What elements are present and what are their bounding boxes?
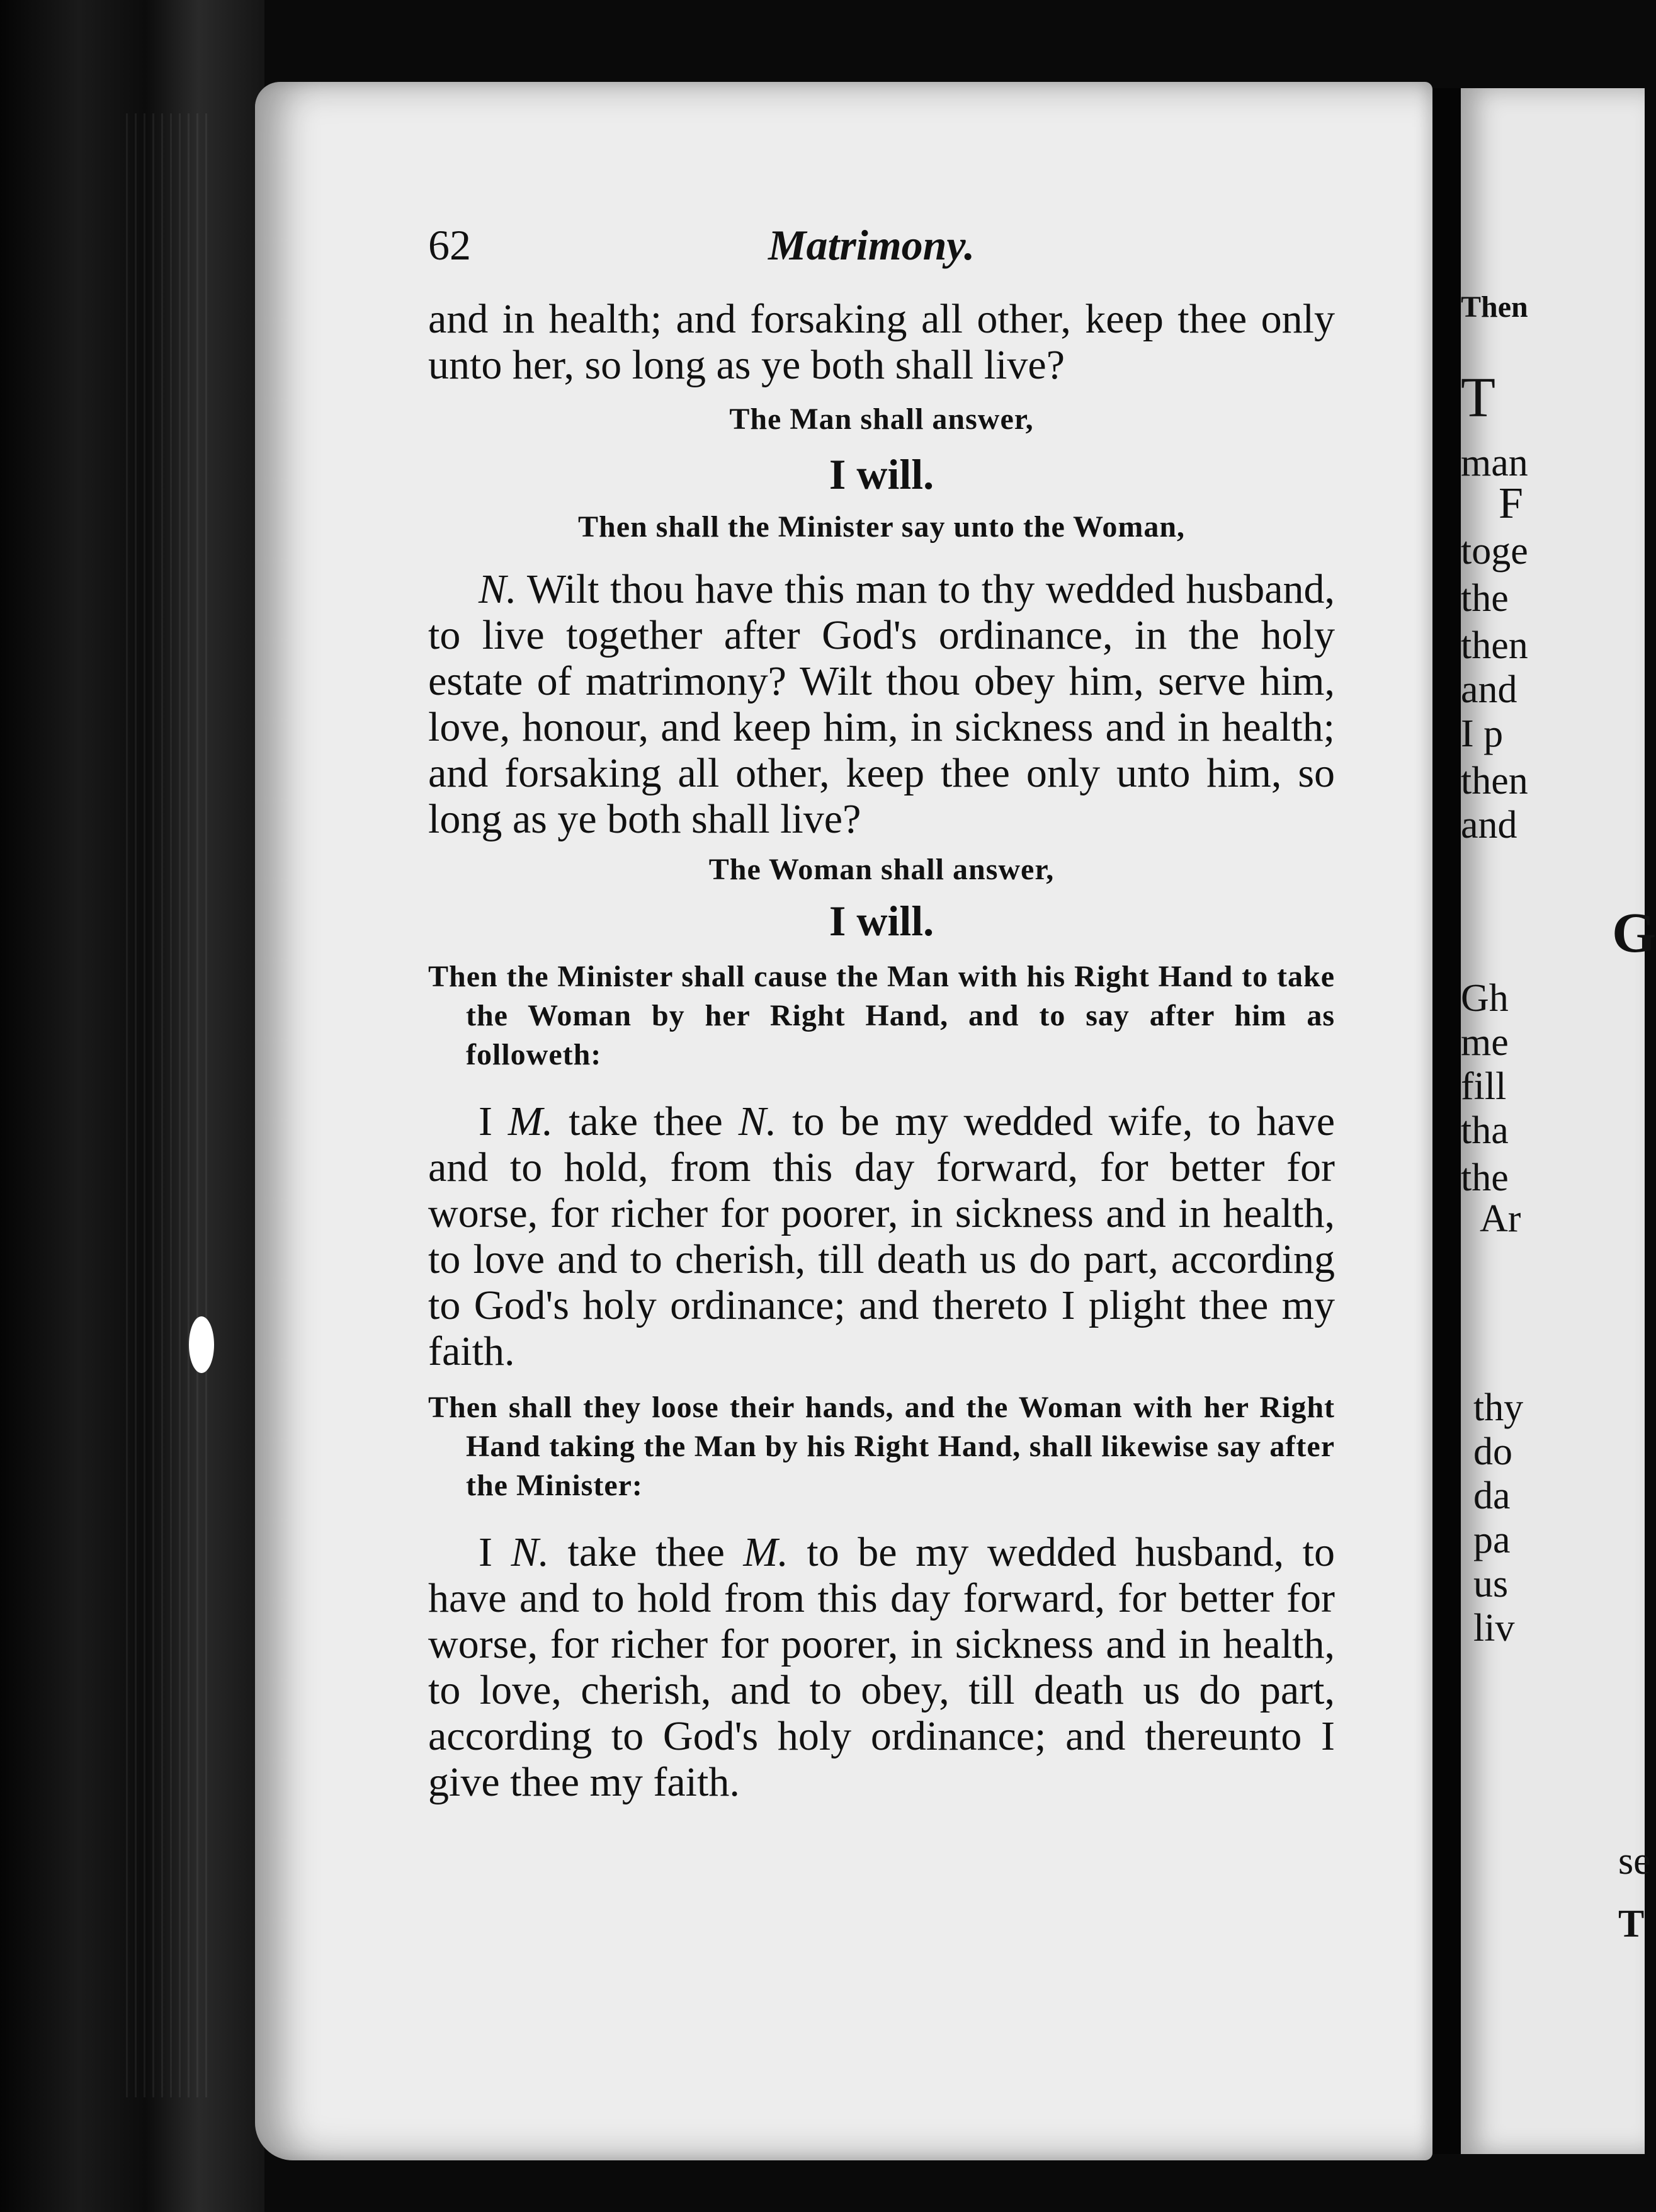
rubric: The Woman shall answer,: [708, 853, 1055, 886]
right-fragment: F: [1499, 479, 1523, 528]
paper-blemish: [189, 1316, 214, 1373]
right-fragment: T: [1461, 367, 1495, 429]
paragraph-text: Wilt thou have this man to thy wedded husband, to live together after God's ordinance, in the holy estate of matrimony? Wilt thou obey him, serve him, love, honour, and keep him, in sickness and in health; and forsaking all other, keep thee only unto him, so long as ye both shall live?: [428, 566, 1335, 842]
paragraph-text: I: [479, 1529, 511, 1575]
page-number: 62: [428, 221, 471, 269]
name-placeholder: N.: [511, 1529, 550, 1575]
rubric: Then shall they loose their hands, and the Woman with her Right Hand taking the Man by his Right Hand, shall likewise say after the Minister:: [428, 1391, 1335, 1502]
right-fragment: I p: [1461, 712, 1504, 755]
right-fragment: the: [1461, 577, 1509, 620]
right-page: [1461, 88, 1656, 2154]
right-fragment: then: [1461, 624, 1528, 667]
right-fragment: thy: [1473, 1386, 1524, 1429]
name-placeholder: M.: [743, 1529, 788, 1575]
response: I will.: [829, 897, 934, 945]
right-fragment: Gh: [1461, 977, 1509, 1020]
paragraph-text: to be my wedded husband, to have and to hold from this day forward, for better for worse, for richer for poorer, in sickness and in health, to love, cherish, and to obey, till death us do part, according to God's holy ordinance; and thereunto I give thee my faith.: [428, 1529, 1335, 1805]
right-fragment: us: [1473, 1563, 1509, 1605]
right-fragment: toge: [1461, 530, 1528, 573]
paragraph-text: to be my wedded wife, to have and to hold, from this day forward, for better for worse, for richer for poorer, in sickness and in health, to love and to cherish, till death us do part, according to God's holy ordinance; and thereto I plight thee my faith.: [428, 1098, 1336, 1374]
page-body: [428, 296, 1335, 1805]
page-gutter: [1432, 88, 1461, 2154]
right-fragment: do: [1473, 1430, 1512, 1473]
right-fragment: G: [1612, 902, 1656, 964]
book-binding: [0, 0, 264, 2212]
right-fragment: tha: [1461, 1109, 1509, 1152]
paragraph: [428, 566, 1335, 842]
right-fragment: me: [1461, 1021, 1509, 1064]
page-header: [428, 220, 1335, 277]
right-fragment: Then: [1461, 290, 1528, 324]
running-title: Matrimony.: [768, 221, 975, 269]
right-fragment: and: [1461, 668, 1517, 711]
response: I will.: [829, 450, 934, 498]
name-placeholder: N.: [738, 1098, 777, 1144]
paragraph-text: take thee: [553, 1098, 739, 1144]
right-fragment: Ar: [1480, 1197, 1521, 1240]
right-fragment: se: [1618, 1840, 1651, 1883]
paragraph-text: I: [479, 1098, 508, 1144]
right-fragment: da: [1473, 1474, 1511, 1517]
rubric: Then shall the Minister say unto the Woman,: [577, 510, 1186, 544]
name-placeholder: N.: [479, 566, 517, 612]
paragraph: [428, 1529, 1335, 1805]
right-fragment: the: [1461, 1156, 1509, 1199]
rubric: Then the Minister shall cause the Man with his Right Hand to take the Woman by her Right Hand, and to say after him as followeth:: [428, 960, 1335, 1071]
right-fragment: liv: [1473, 1607, 1515, 1650]
right-fragment: man: [1461, 442, 1528, 484]
right-fragment: then: [1461, 760, 1528, 802]
paragraph: and in health; and forsaking all other, keep thee only unto her, so long as ye both shall live?: [428, 296, 1335, 388]
right-fragment: fill: [1461, 1065, 1507, 1108]
rubric: The Man shall answer,: [729, 402, 1034, 436]
paragraph: [428, 1098, 1335, 1374]
paragraph-text: take thee: [549, 1529, 744, 1575]
right-fragment: and: [1461, 804, 1517, 847]
name-placeholder: M.: [508, 1098, 553, 1144]
right-fragment: T: [1618, 1903, 1645, 1946]
right-fragment: pa: [1473, 1519, 1511, 1561]
